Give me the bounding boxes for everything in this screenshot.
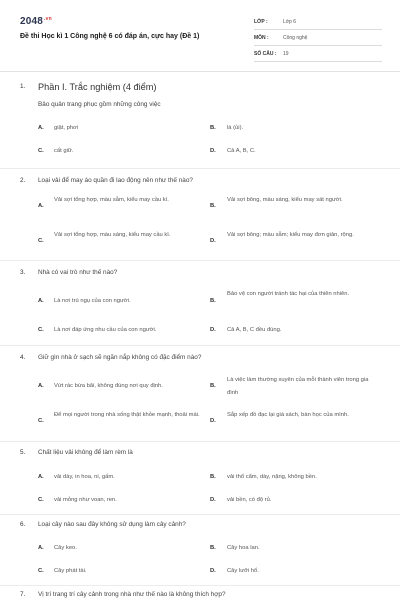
option-letter[interactable]: B. bbox=[210, 125, 216, 131]
option-text[interactable]: Cả A, B, C đều đúng. bbox=[227, 327, 282, 333]
option-letter[interactable]: A. bbox=[38, 203, 44, 209]
question-number: 3. bbox=[20, 269, 26, 276]
option-letter[interactable]: B. bbox=[210, 203, 216, 209]
question-text: Vị trí trang trí cây cảnh trong nhà như thế nào là không thích hợp? bbox=[38, 591, 226, 598]
site-logo[interactable] bbox=[20, 16, 52, 27]
question-number: 2. bbox=[20, 177, 26, 184]
question-divider bbox=[0, 514, 400, 515]
option-text[interactable]: là (ủi). bbox=[227, 125, 244, 131]
option-text[interactable]: Cả A, B, C. bbox=[227, 148, 256, 154]
option-letter[interactable]: D. bbox=[210, 497, 216, 503]
option-letter[interactable]: A. bbox=[38, 474, 44, 480]
option-letter[interactable]: C. bbox=[38, 327, 44, 333]
page-header bbox=[0, 0, 400, 66]
option-text[interactable]: Là nơi đáp ứng nhu cầu của con người. bbox=[54, 327, 157, 333]
option-text[interactable]: vải dày, in hoa, ni, gấm. bbox=[54, 474, 115, 480]
option-text[interactable]: Vải sợi bông; màu sẫm; kiểu may đơn giản, rộng. bbox=[227, 232, 354, 238]
option-text[interactable]: Vải sợi tổng hợp, màu sẫm, kiểu may cầu kì. bbox=[54, 197, 169, 203]
option-letter[interactable]: D. bbox=[210, 148, 216, 154]
option-text[interactable]: Sắp xếp đồ đạc lại giá sách, bàn học của mình. bbox=[227, 412, 349, 418]
option-letter[interactable]: B. bbox=[210, 298, 216, 304]
option-text[interactable]: Vải sợi tổng hợp, màu sáng, kiểu may cầu kì. bbox=[54, 232, 171, 238]
option-letter[interactable]: C. bbox=[38, 568, 44, 574]
option-letter[interactable]: A. bbox=[38, 298, 44, 304]
question-number: 1. bbox=[20, 83, 26, 90]
option-letter[interactable]: C. bbox=[38, 148, 44, 154]
logo-text: 2048 bbox=[20, 16, 44, 27]
info-value: 19 bbox=[283, 50, 289, 57]
option-letter[interactable]: C. bbox=[38, 238, 44, 244]
option-text[interactable]: vải mỏng như voan, ren. bbox=[54, 497, 117, 503]
option-text[interactable]: Bảo vệ con người tránh tác hại của thiên nhiên. bbox=[227, 291, 350, 297]
option-letter[interactable]: C. bbox=[38, 418, 44, 424]
option-text[interactable]: Là nơi trú ngụ của con người. bbox=[54, 298, 131, 304]
header-divider bbox=[0, 71, 400, 72]
question-number: 6. bbox=[20, 521, 26, 528]
option-text[interactable]: Cây keo. bbox=[54, 545, 77, 551]
info-row-count bbox=[254, 46, 382, 62]
question-divider bbox=[0, 585, 400, 586]
option-letter[interactable]: C. bbox=[38, 497, 44, 503]
question-text: Nhà có vai trò như thế nào? bbox=[38, 269, 118, 276]
option-text[interactable]: Cây hoa lan. bbox=[227, 545, 260, 551]
option-text[interactable]: giặt, phơi bbox=[54, 125, 79, 131]
option-letter[interactable]: B. bbox=[210, 383, 216, 389]
option-text[interactable]: Để mọi người trong nhà sống thật khỏe mạnh, thoải mái. bbox=[54, 412, 200, 418]
part-title: Phần I. Trắc nghiệm (4 điểm) bbox=[38, 82, 157, 92]
exam-info-table bbox=[254, 14, 382, 62]
option-text[interactable]: Vứt rác bừa bãi, không đúng nơi quy định. bbox=[54, 383, 163, 389]
option-text[interactable]: vải thổ cẩm, dày, nặng, không bền. bbox=[227, 474, 317, 480]
question-text: Giữ gìn nhà ở sạch sẽ ngăn nắp không có đặc điểm nào? bbox=[38, 354, 202, 361]
option-letter[interactable]: D. bbox=[210, 568, 216, 574]
question-divider bbox=[0, 441, 400, 442]
question-text: Bảo quản trang phục gồm những công việc bbox=[38, 101, 161, 108]
question-text: Loại vải để may áo quần đi lao động nên như thế nào? bbox=[38, 177, 193, 184]
question-text: Chất liệu vải không để làm rèm là bbox=[38, 449, 133, 456]
question-number: 5. bbox=[20, 449, 26, 456]
option-letter[interactable]: B. bbox=[210, 545, 216, 551]
option-letter[interactable]: B. bbox=[210, 474, 216, 480]
question-number: 4. bbox=[20, 354, 26, 361]
info-row-subject bbox=[254, 30, 382, 46]
info-label: MÔN : bbox=[254, 34, 269, 41]
question-number: 7. bbox=[20, 591, 26, 598]
option-letter[interactable]: A. bbox=[38, 383, 44, 389]
option-letter[interactable]: D. bbox=[210, 418, 216, 424]
question-divider bbox=[0, 345, 400, 346]
option-text[interactable]: Cây phát tài. bbox=[54, 568, 87, 574]
info-value: Lớp 6 bbox=[283, 18, 297, 25]
option-letter[interactable]: A. bbox=[38, 545, 44, 551]
option-letter[interactable]: D. bbox=[210, 327, 216, 333]
info-label: SỐ CÂU : bbox=[254, 50, 277, 57]
question-divider bbox=[0, 168, 400, 169]
info-row-class bbox=[254, 14, 382, 30]
question-divider bbox=[0, 260, 400, 261]
option-letter[interactable]: A. bbox=[38, 125, 44, 131]
option-text[interactable]: cất giữ. bbox=[54, 148, 74, 154]
option-letter[interactable]: D. bbox=[210, 238, 216, 244]
option-text[interactable]: Cây lưỡi hổ. bbox=[227, 568, 259, 574]
info-label: LỚP : bbox=[254, 18, 268, 25]
option-text[interactable]: Là việc làm thường xuyên của mỗi thành viên trong gia đình bbox=[227, 377, 369, 396]
exam-title: Đề thi Học kì 1 Công nghệ 6 có đáp án, cực hay (Đề 1) bbox=[20, 33, 200, 40]
option-text[interactable]: Vải sợi bông, màu sáng, kiểu may sát người. bbox=[227, 197, 343, 203]
logo-suffix: .vn bbox=[44, 16, 52, 22]
question-text: Loại cây nào sau đây không sử dụng làm cây cảnh? bbox=[38, 521, 186, 528]
info-value: Công nghệ bbox=[283, 34, 308, 41]
option-text[interactable]: vải bền, có độ rủ. bbox=[227, 497, 272, 503]
